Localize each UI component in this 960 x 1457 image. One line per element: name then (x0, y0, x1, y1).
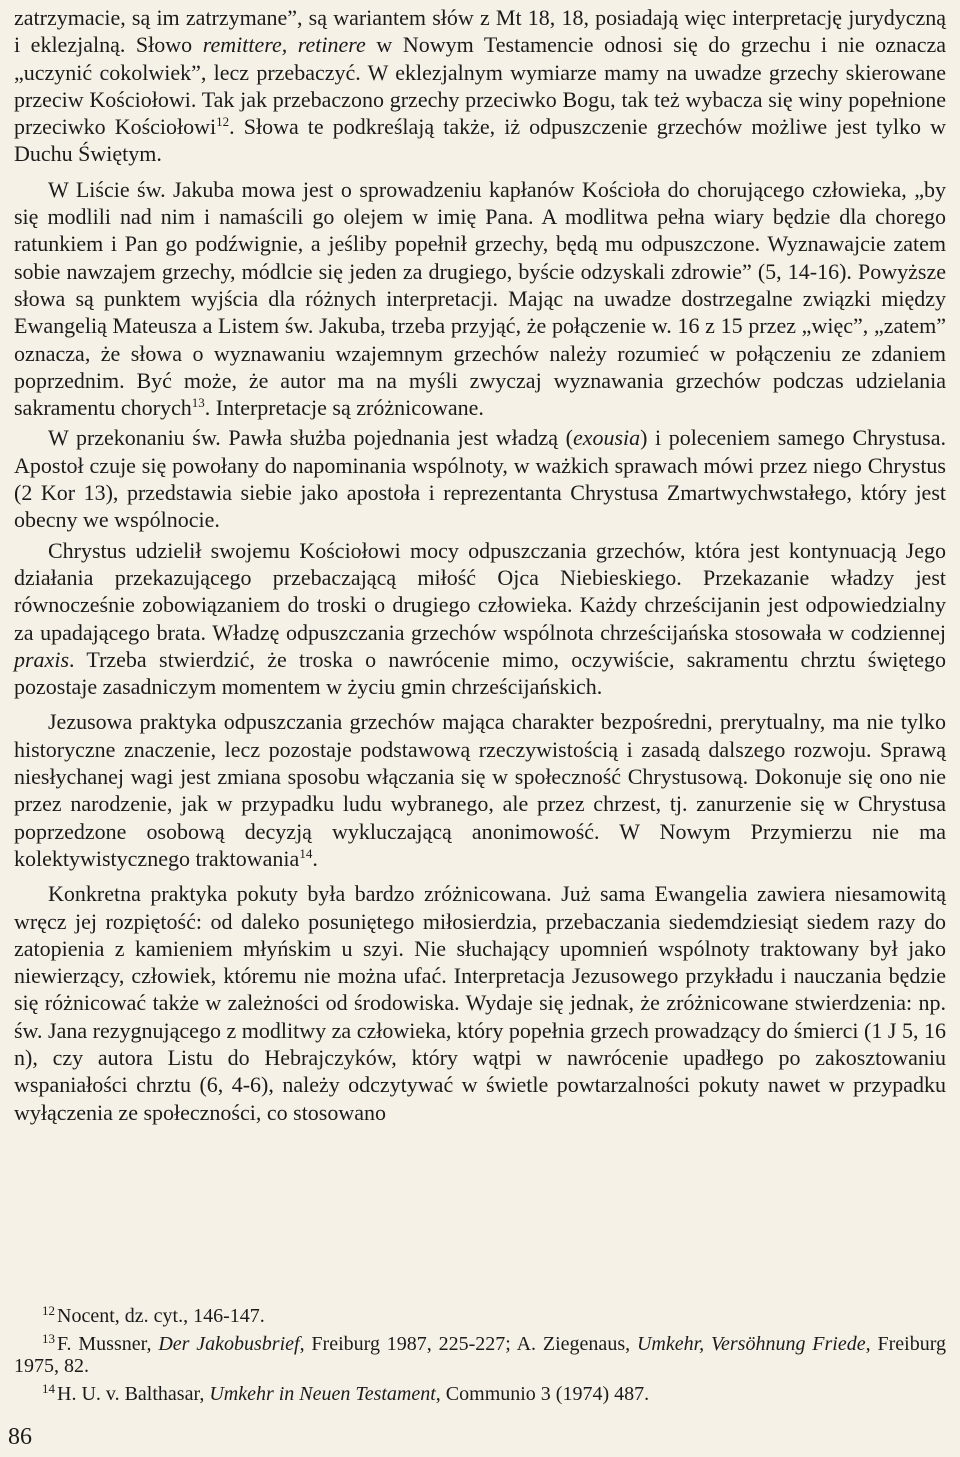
text-run: H. U. v. Balthasar, (57, 1382, 210, 1405)
footnote-number: 14 (42, 1380, 55, 1396)
text-run: , Freiburg 1987, 225-227; A. Ziegenaus, (299, 1332, 637, 1355)
footnote-ref: 13 (191, 395, 205, 411)
paragraph-2 (14, 176, 946, 422)
text-run: , Freiburg 1975, 82. (14, 1332, 946, 1377)
footnote-ref: 14 (299, 845, 313, 861)
text-run: . (312, 845, 318, 871)
footnote-12 (14, 1300, 946, 1328)
text-run: . Słowa te podkreślają także, iż odpuszczenie grzechów możliwe jest tylko w Duchu Świętym. (14, 114, 946, 167)
footnote-number: 13 (42, 1330, 55, 1346)
italic-run: exousia (572, 425, 641, 451)
footnote-number: 12 (42, 1303, 55, 1318)
paragraph-1 (14, 4, 946, 168)
paragraph-3 (14, 424, 946, 533)
footnote-14 (14, 1378, 946, 1406)
text-run: Konkretna praktyka pokuty była bardzo zróżnicowana. Już sama Ewangelia zawiera niesamowitą wręcz jej rozpiętość: od daleko posuniętego miłosierdzia, przebaczania siedemdziesiąt siedem razy do zatopienia z kamieniem młyńskim u szyi. Nie słuchający upomnień wspólnoty traktowany był jako niewierzący, człowiek, któremu nie można ufać. Interpretacja Jezusowego przykładu i nauczania będzie się różnicować także w zależności od środowiska. Wydaje się jednak, że zróżnicowane stwierdzenia: np. św. Jana rezygnującego z modlitwy za człowieka, który popełnia grzech prowadzący do śmierci (1 J 5, 16 n), czy autora Listu do Hebrajczyków, który wątpi w nawrócenie upadłego po zakosztowaniu wspaniałości chrztu (6, 4-6), należy odczytywać w świetle powtarzalności pokuty nawet w przypadku wyłączenia ze społeczności, co stosowano (14, 881, 946, 1125)
text-run: Chrystus udzielił swojemu Kościołowi mocy odpuszczania grzechów, która jest kontynuacją Jego działania przekazującego przebaczającą miłość Ojca Niebieskiego. Przekazanie władzy jest równocześnie zobowiązaniem do troski o drugiego człowieka. Każdy chrześcijanin jest odpowiedzialny za upadającego brata. Władzę odpuszczania grzechów wspólnota chrześcijańska stosowała w codziennej (14, 537, 946, 645)
body-text (14, 4, 946, 1270)
italic-run: Umkehr in Neuen Testament (209, 1382, 436, 1405)
text-run: , Communio 3 (1974) 487. (435, 1382, 650, 1405)
paragraph-6 (14, 880, 946, 1126)
text-run: Jezusowa praktyka odpuszczania grzechów mająca charakter bezpośredni, prerytualny, ma nie tylko historyczne znaczenie, lecz pozostaje podstawową rzeczywistością i zasadą dalszego rozwoju. Sprawą niesłychanej wagi jest zmiana sposobu włączania się w społeczność Chrystusową. Dokonuje się ono nie przez narodzenie, jak w przypadku ludu wybranego, ale przez chrzest, tj. zanurzenie się w Chrystusa poprzedzone osobową decyzją wykluczającą anonimowość. W Nowym Przymierzu nie ma kolektywistycznego traktowania (14, 709, 946, 871)
italic-run: praxis (14, 646, 69, 672)
text-run: . Trzeba stwierdzić, że troska o nawrócenie mimo, oczywiście, sakramentu chrztu świętego pozostaje zasadniczym momentem w życiu gmin chrześcijańskich. (14, 646, 946, 700)
italic-run: Umkehr, Versöhnung Friede (636, 1332, 866, 1355)
text-run: w Nowym Testamencie odnosi się do grzechu i nie oznacza „uczynić cokolwiek”, lecz przebaczyć. W eklezjalnym wymiarze mamy na uwadze grzechy skierowane przeciw Kościołowi. Tak jak przebaczono grzechy przeciwko Bogu, tak też wybacza się winy popełnione przeciwko Kościołowi (14, 32, 946, 140)
text-run: . Interpretacje są zróżnicowane. (204, 395, 484, 421)
footnote-13 (14, 1328, 946, 1378)
text-run: W przekonaniu św. Pawła służba pojednania jest władzą ( (48, 425, 573, 451)
paragraph-4 (14, 537, 946, 701)
text-run: W Liście św. Jakuba mowa jest o sprowadzeniu kapłanów Kościoła do chorującego człowieka, „by się modlili nad nim i namaścili go olejem w imię Pana. A modlitwa pełna wiary będzie dla chorego ratunkiem i Pan go podźwignie, a jeśliby popełnił grzechy, będą mu odpuszczone. Wyznawajcie zatem sobie nawzajem grzechy, módlcie się jeden za drugiego, byście odzyskali zdrowie” (5, 14-16). Powyższe słowa są punktem wyjścia dla różnych interpretacji. Mając na uwadze dostrzegalne związki między Ewangelią Mateusza a Listem św. Jakuba, trzeba przyjąć, że połączenie w. 16 z 15 przez „więc”, „zatem” oznacza, że słowa o wyznawaniu wzajemnym grzechów należy rozumieć w połączeniu ze zdaniem poprzednim. Być może, że autor ma na myśli zwyczaj wyznawania grzechów podczas udzielania sakramentu chorych (14, 176, 946, 421)
footnote-ref: 12 (216, 114, 230, 130)
text-run: Nocent, dz. cyt., 146-147. (57, 1305, 265, 1327)
text-run: ) i poleceniem samego Chrystusa. Apostoł czuje się powołany do napominania wspólnoty, w ważkich sprawach mówi przez niego Chrystus (2 Kor 13), przedstawia siebie jako apostoła i reprezentanta Chrystusa Zmartwychwstałego, który jest obecny we wspólnocie. (14, 425, 947, 533)
footnotes (14, 1300, 946, 1405)
page-number: 86 (8, 1424, 32, 1450)
italic-run: remittere, retinere (202, 32, 366, 58)
text-run: F. Mussner, (57, 1332, 159, 1355)
italic-run: Der Jakobusbrief (158, 1332, 300, 1355)
page-body (14, 4, 946, 1270)
paragraph-5 (14, 708, 946, 872)
text-run: zatrzymacie, są im zatrzymane”, są wariantem słów z Mt 18, 18, posiadają więc interpretację jurydyczną i eklezjalną. Słowo (14, 5, 946, 58)
